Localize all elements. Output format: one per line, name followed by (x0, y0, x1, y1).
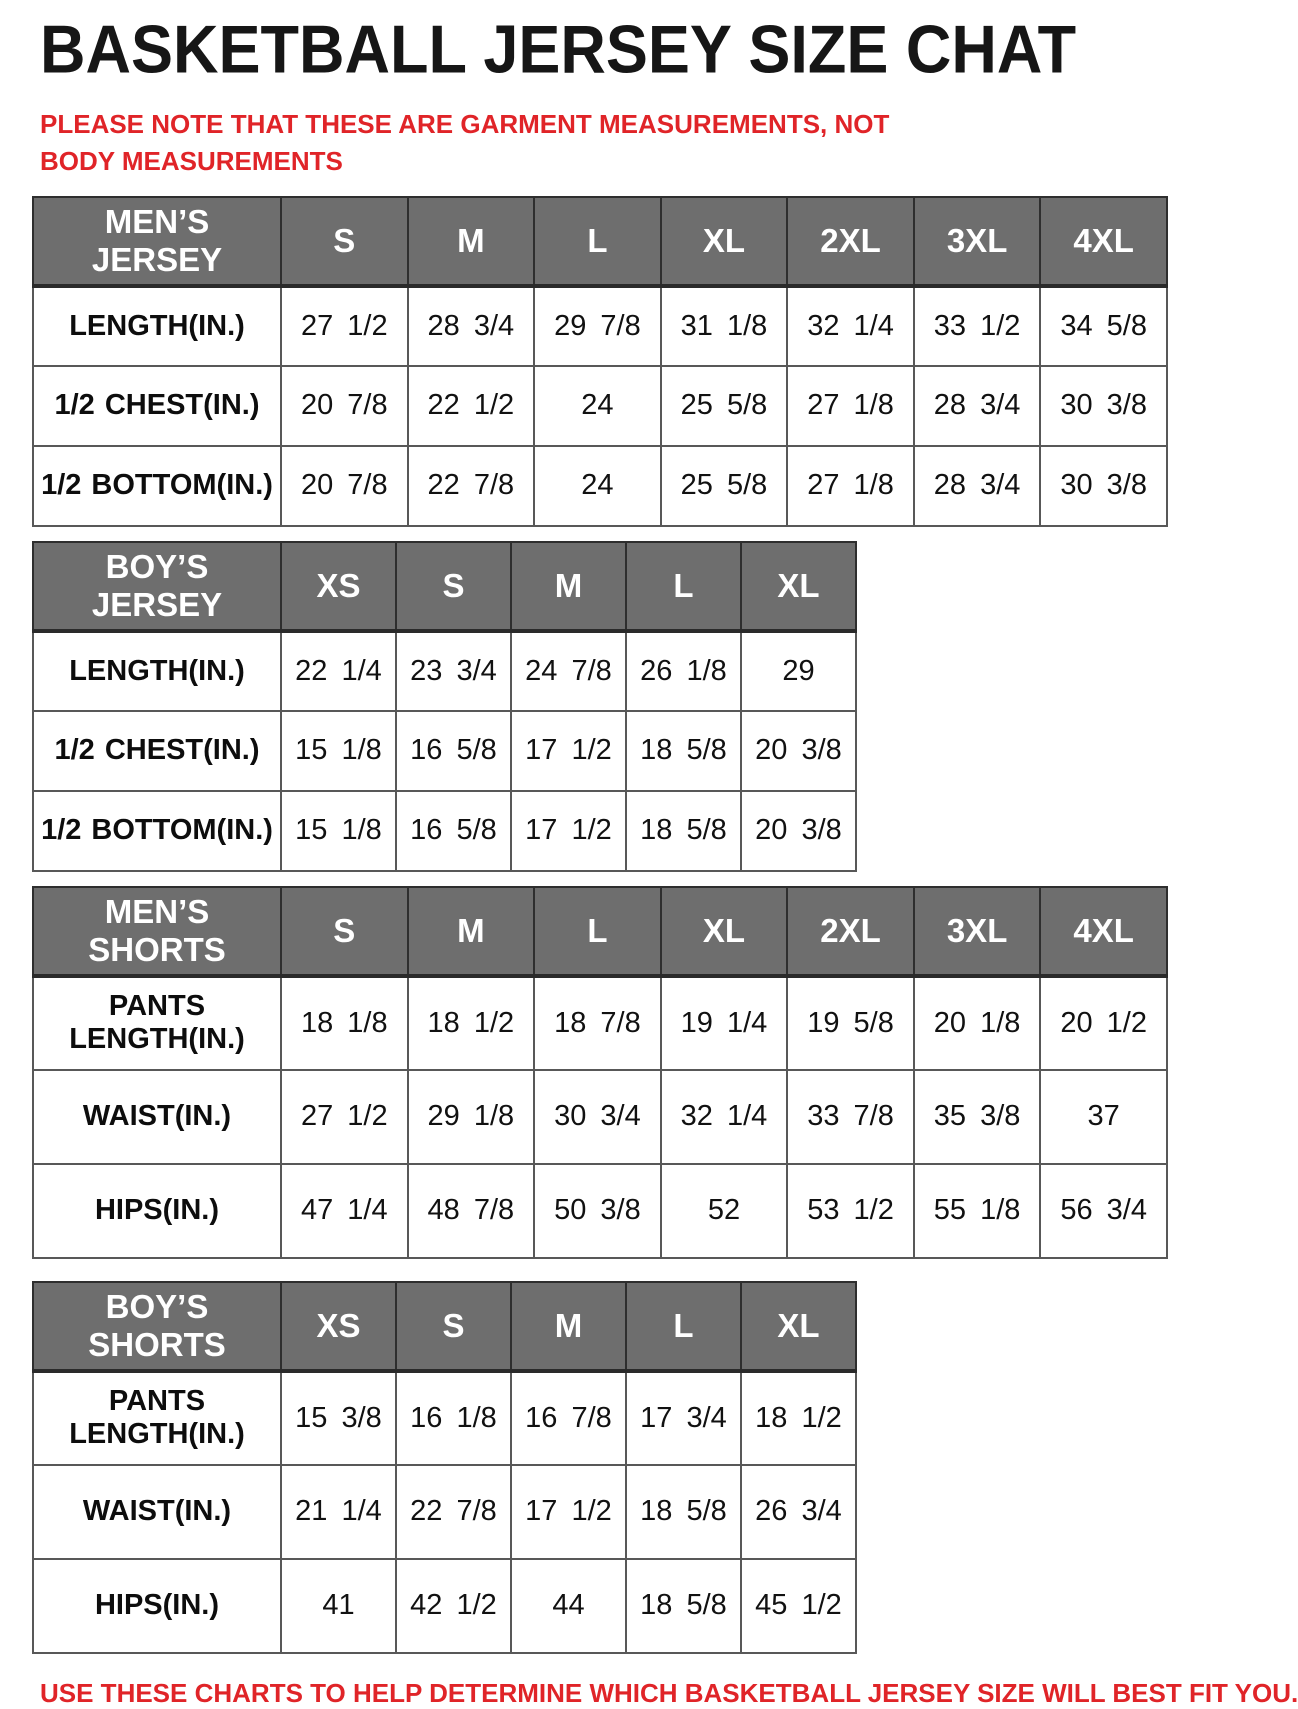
size-value-cell: 50 3/8 (534, 1164, 661, 1258)
size-column-header: 4XL (1040, 887, 1167, 976)
size-column-header: M (511, 542, 626, 631)
page-title: BASKETBALL JERSEY SIZE CHAT (40, 11, 1077, 88)
size-value-cell: 15 1/8 (281, 791, 396, 871)
size-value-cell: 33 1/2 (914, 286, 1041, 366)
size-value-cell: 19 5/8 (787, 976, 914, 1070)
size-column-header: XL (741, 542, 856, 631)
size-value-cell: 22 7/8 (396, 1465, 511, 1559)
size-value-cell: 48 7/8 (408, 1164, 535, 1258)
size-column-header: XL (741, 1282, 856, 1371)
size-column-header: S (281, 887, 408, 976)
size-column-header: XS (281, 1282, 396, 1371)
measurement-row (33, 446, 1167, 526)
size-column-header: M (511, 1282, 626, 1371)
size-column-header: XL (661, 197, 788, 286)
garment-measurement-note: PLEASE NOTE THAT THESE ARE GARMENT MEASUREMENTS, NOT BODY MEASUREMENTS (40, 109, 890, 177)
size-value-cell: 17 1/2 (511, 791, 626, 871)
size-value-cell: 20 1/2 (1040, 976, 1167, 1070)
measurement-label-cell: 1/2 BOTTOM(IN.) (33, 446, 281, 526)
measurement-label-cell: WAIST(IN.) (33, 1070, 281, 1164)
size-value-cell: 27 1/8 (787, 366, 914, 446)
measurement-row (33, 1070, 1167, 1164)
size-value-cell: 29 (741, 631, 856, 711)
size-value-cell: 17 3/4 (626, 1371, 741, 1465)
measurement-label-cell: WAIST(IN.) (33, 1465, 281, 1559)
size-header-row (33, 1282, 856, 1371)
table-title-cell: MEN’S SHORTS (33, 887, 281, 976)
size-value-cell: 52 (661, 1164, 788, 1258)
table-title-cell: MEN’S JERSEY (33, 197, 281, 286)
size-chart-page (0, 11, 1298, 1708)
size-column-header: 3XL (914, 887, 1041, 976)
size-column-header: L (626, 542, 741, 631)
size-value-cell: 25 5/8 (661, 366, 788, 446)
size-column-header: 2XL (787, 887, 914, 976)
size-column-header: M (408, 197, 535, 286)
size-value-cell: 34 5/8 (1040, 286, 1167, 366)
table-title-cell: BOY’S SHORTS (33, 1282, 281, 1371)
measurement-row (33, 631, 856, 711)
measurement-row (33, 976, 1167, 1070)
size-header-row (33, 887, 1167, 976)
size-value-cell: 28 3/4 (914, 446, 1041, 526)
measurement-row (33, 286, 1167, 366)
size-value-cell: 26 1/8 (626, 631, 741, 711)
size-value-cell: 35 3/8 (914, 1070, 1041, 1164)
size-value-cell: 27 1/2 (281, 1070, 408, 1164)
size-value-cell: 21 1/4 (281, 1465, 396, 1559)
size-header-row (33, 197, 1167, 286)
measurement-label-cell: PANTS LENGTH(IN.) (33, 976, 281, 1070)
size-value-cell: 17 1/2 (511, 1465, 626, 1559)
size-value-cell: 16 7/8 (511, 1371, 626, 1465)
size-value-cell: 18 5/8 (626, 1559, 741, 1653)
size-value-cell: 24 (534, 446, 661, 526)
size-column-header: M (408, 887, 535, 976)
size-value-cell: 18 5/8 (626, 1465, 741, 1559)
size-value-cell: 20 7/8 (281, 366, 408, 446)
size-value-cell: 32 1/4 (787, 286, 914, 366)
boys-shorts-size-table (32, 1281, 857, 1654)
size-value-cell: 20 1/8 (914, 976, 1041, 1070)
size-value-cell: 18 1/8 (281, 976, 408, 1070)
size-value-cell: 27 1/8 (787, 446, 914, 526)
size-value-cell: 30 3/4 (534, 1070, 661, 1164)
size-value-cell: 29 7/8 (534, 286, 661, 366)
size-value-cell: 47 1/4 (281, 1164, 408, 1258)
size-value-cell: 37 (1040, 1070, 1167, 1164)
size-value-cell: 22 1/4 (281, 631, 396, 711)
measurement-label-cell: HIPS(IN.) (33, 1559, 281, 1653)
size-value-cell: 28 3/4 (408, 286, 535, 366)
size-value-cell: 41 (281, 1559, 396, 1653)
measurement-label-cell: LENGTH(IN.) (33, 631, 281, 711)
size-value-cell: 44 (511, 1559, 626, 1653)
size-column-header: 2XL (787, 197, 914, 286)
size-value-cell: 27 1/2 (281, 286, 408, 366)
size-value-cell: 53 1/2 (787, 1164, 914, 1258)
size-value-cell: 30 3/8 (1040, 366, 1167, 446)
size-value-cell: 16 5/8 (396, 791, 511, 871)
size-value-cell: 18 5/8 (626, 791, 741, 871)
size-value-cell: 23 3/4 (396, 631, 511, 711)
size-column-header: XL (661, 887, 788, 976)
size-value-cell: 22 1/2 (408, 366, 535, 446)
table-title-cell: BOY’S JERSEY (33, 542, 281, 631)
size-column-header: L (534, 887, 661, 976)
size-value-cell: 25 5/8 (661, 446, 788, 526)
size-value-cell: 30 3/8 (1040, 446, 1167, 526)
size-value-cell: 26 3/4 (741, 1465, 856, 1559)
size-value-cell: 32 1/4 (661, 1070, 788, 1164)
size-column-header: 3XL (914, 197, 1041, 286)
size-column-header: S (281, 197, 408, 286)
size-value-cell: 45 1/2 (741, 1559, 856, 1653)
size-column-header: XS (281, 542, 396, 631)
measurement-row (33, 791, 856, 871)
size-value-cell: 24 (534, 366, 661, 446)
size-value-cell: 24 7/8 (511, 631, 626, 711)
measurement-row (33, 1164, 1167, 1258)
measurement-label-cell: PANTS LENGTH(IN.) (33, 1371, 281, 1465)
size-header-row (33, 542, 856, 631)
size-column-header: L (626, 1282, 741, 1371)
size-column-header: 4XL (1040, 197, 1167, 286)
measurement-label-cell: 1/2 CHEST(IN.) (33, 711, 281, 791)
size-value-cell: 56 3/4 (1040, 1164, 1167, 1258)
size-value-cell: 20 3/8 (741, 711, 856, 791)
size-value-cell: 42 1/2 (396, 1559, 511, 1653)
measurement-row (33, 1371, 856, 1465)
size-value-cell: 15 3/8 (281, 1371, 396, 1465)
size-value-cell: 15 1/8 (281, 711, 396, 791)
measurement-row (33, 1465, 856, 1559)
size-value-cell: 28 3/4 (914, 366, 1041, 446)
mens-jersey-size-table (32, 196, 1168, 527)
size-value-cell: 20 7/8 (281, 446, 408, 526)
measurement-label-cell: 1/2 CHEST(IN.) (33, 366, 281, 446)
size-value-cell: 16 5/8 (396, 711, 511, 791)
measurement-label-cell: HIPS(IN.) (33, 1164, 281, 1258)
measurement-label-cell: 1/2 BOTTOM(IN.) (33, 791, 281, 871)
size-value-cell: 22 7/8 (408, 446, 535, 526)
size-column-header: L (534, 197, 661, 286)
measurement-row (33, 1559, 856, 1653)
size-value-cell: 19 1/4 (661, 976, 788, 1070)
measurement-row (33, 711, 856, 791)
size-value-cell: 18 5/8 (626, 711, 741, 791)
size-value-cell: 18 1/2 (741, 1371, 856, 1465)
size-value-cell: 20 3/8 (741, 791, 856, 871)
size-value-cell: 18 1/2 (408, 976, 535, 1070)
measurement-label-cell: LENGTH(IN.) (33, 286, 281, 366)
size-value-cell: 55 1/8 (914, 1164, 1041, 1258)
size-value-cell: 16 1/8 (396, 1371, 511, 1465)
size-value-cell: 17 1/2 (511, 711, 626, 791)
boys-jersey-size-table (32, 541, 857, 872)
measurement-row (33, 366, 1167, 446)
size-column-header: S (396, 542, 511, 631)
size-column-header: S (396, 1282, 511, 1371)
size-value-cell: 18 7/8 (534, 976, 661, 1070)
mens-shorts-size-table (32, 886, 1168, 1259)
size-value-cell: 31 1/8 (661, 286, 788, 366)
fit-advice-footer: USE THESE CHARTS TO HELP DETERMINE WHICH BASKETBALL JERSEY SIZE WILL BEST FIT YOU. (40, 1677, 1298, 1708)
size-value-cell: 33 7/8 (787, 1070, 914, 1164)
size-value-cell: 29 1/8 (408, 1070, 535, 1164)
